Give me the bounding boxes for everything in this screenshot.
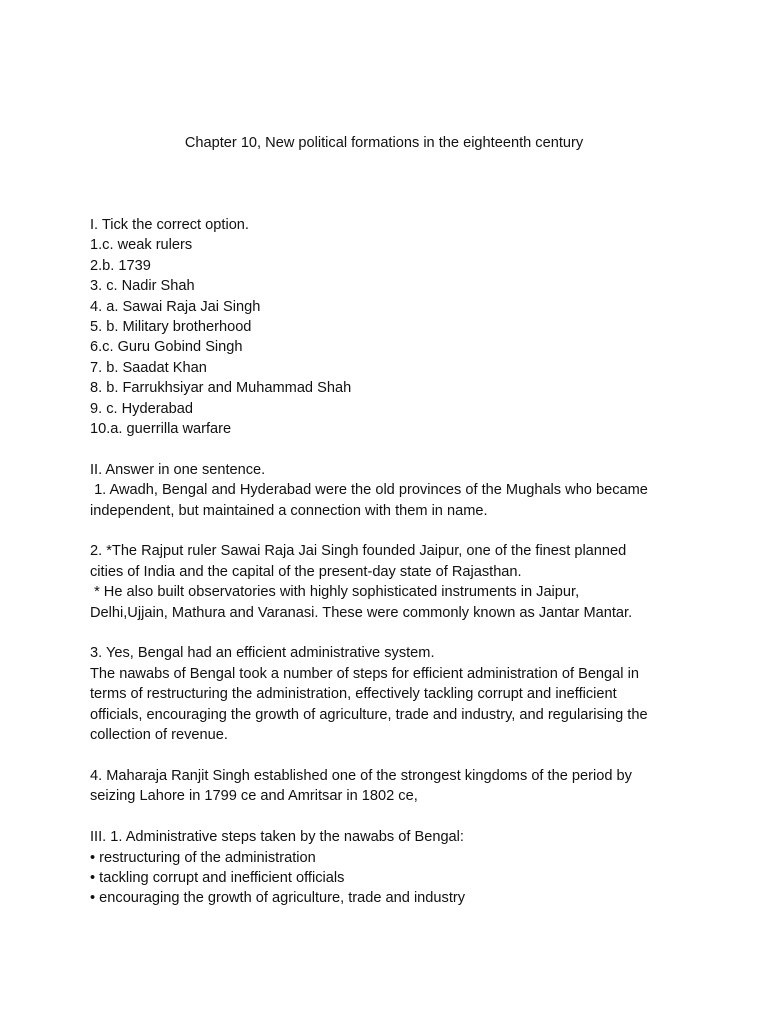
answer-item: 9. c. Hyderabad	[90, 400, 194, 417]
bullet-item: • restructuring of the administration	[90, 849, 316, 866]
answer-item: 4. a. Sawai Raja Jai Singh	[90, 298, 261, 315]
paragraph-line: 1. Awadh, Bengal and Hyderabad were the old provinces of the Mughals who became	[90, 482, 648, 499]
paragraph-line: cities of India and the capital of the present-day state of Rajasthan.	[90, 563, 522, 580]
answer-item: 5. b. Military brotherhood	[90, 319, 252, 336]
paragraph-line: terms of restructuring the administration, effectively tackling corrupt and inefficient	[90, 686, 617, 703]
paragraph-line: * He also built observatories with highly sophisticated instruments in Jaipur,	[90, 584, 580, 601]
answer-item: 8. b. Farrukhsiyar and Muhammad Shah	[90, 380, 352, 397]
answer-item: 7. b. Saadat Khan	[90, 359, 207, 376]
page-title: Chapter 10, New political formations in the eighteenth century	[184, 135, 584, 151]
section-heading: I. Tick the correct option.	[90, 217, 249, 233]
paragraph-line: 2. *The Rajput ruler Sawai Raja Jai Singh founded Jaipur, one of the finest planned	[90, 543, 627, 560]
document-body	[90, 215, 680, 909]
paragraph-line: seizing Lahore in 1799 ce and Amritsar in 1802 ce,	[90, 788, 418, 805]
paragraph-line: officials, encouraging the growth of agriculture, trade and industry, and regularising the	[90, 706, 648, 723]
paragraph-line: 3. Yes, Bengal had an efficient administrative system.	[90, 645, 435, 662]
spacer	[90, 623, 680, 643]
section-heading: III. 1. Administrative steps taken by the nawabs of Bengal:	[90, 829, 464, 846]
bullet-item: • encouraging the growth of agriculture, trade and industry	[90, 890, 466, 907]
spacer	[90, 439, 680, 459]
bullet-item: • tackling corrupt and inefficient officials	[90, 869, 345, 886]
paragraph-line: The nawabs of Bengal took a number of steps for efficient administration of Bengal in	[90, 665, 639, 682]
section-heading: II. Answer in one sentence.	[90, 461, 266, 478]
answer-item: 1.c. weak rulers	[90, 237, 193, 254]
answer-item: 3. c. Nadir Shah	[90, 278, 195, 295]
answer-item: 10.a. guerrilla warfare	[90, 421, 232, 438]
paragraph-line: independent, but maintained a connection with them in name.	[90, 502, 488, 519]
paragraph-line: Delhi,Ujjain, Mathura and Varanasi. These were commonly known as Jantar Mantar.	[90, 604, 633, 621]
spacer	[90, 746, 680, 766]
spacer	[90, 521, 680, 541]
spacer	[90, 807, 680, 827]
paragraph-line: 4. Maharaja Ranjit Singh established one of the strongest kingdoms of the period by	[90, 767, 632, 784]
answer-item: 2.b. 1739	[90, 257, 151, 274]
answer-item: 6.c. Guru Gobind Singh	[90, 339, 243, 356]
paragraph-line: collection of revenue.	[90, 727, 228, 744]
